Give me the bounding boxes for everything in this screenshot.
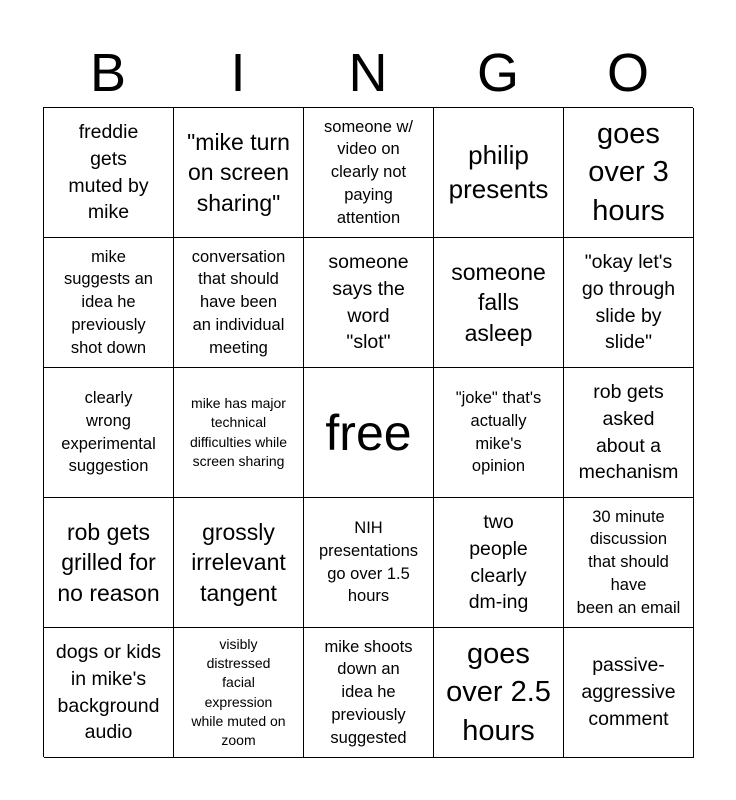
bingo-cell-b5[interactable] bbox=[44, 628, 174, 758]
bingo-cell-g5[interactable] bbox=[434, 628, 564, 758]
cell-text: "okay let's go through slide by slide" bbox=[581, 250, 676, 354]
cell-text: freddie gets muted by mike bbox=[68, 120, 149, 224]
header-letter-n: N bbox=[348, 43, 388, 103]
bingo-cell-b4[interactable] bbox=[44, 498, 174, 628]
cell-text: mike suggests an idea he previously shot down bbox=[64, 247, 153, 357]
cell-text: goes over 2.5 hours bbox=[446, 638, 551, 747]
cell-text: someone says the word "slot" bbox=[328, 250, 409, 354]
cell-text: "joke" that's actually mike's opinion bbox=[455, 388, 542, 476]
cell-text: goes over 3 hours bbox=[588, 118, 669, 227]
bingo-cell-i1[interactable] bbox=[174, 108, 304, 238]
bingo-cell-free[interactable] bbox=[304, 368, 434, 498]
bingo-cell-g3[interactable] bbox=[434, 368, 564, 498]
free-space-text: free bbox=[325, 404, 412, 461]
cell-text: philip presents bbox=[448, 139, 549, 204]
bingo-cell-b3[interactable] bbox=[44, 368, 174, 498]
cell-text: mike has major technical difficulties while screen sharing bbox=[189, 394, 287, 469]
cell-text: NIH presentations go over 1.5 hours bbox=[318, 518, 419, 606]
bingo-cell-g1[interactable] bbox=[434, 108, 564, 238]
bingo-cell-i5[interactable] bbox=[174, 628, 304, 758]
cell-text: "mike turn on screen sharing" bbox=[187, 128, 290, 216]
cell-text: visibly distressed facial expression while muted on zoom bbox=[191, 635, 286, 749]
bingo-cell-n4[interactable] bbox=[304, 498, 434, 628]
bingo-cell-b1[interactable] bbox=[44, 108, 174, 238]
header-letter-o: O bbox=[606, 43, 649, 103]
header-letter-b: B bbox=[89, 43, 127, 103]
cell-text: conversation that should have been an individual meeting bbox=[191, 247, 286, 357]
bingo-board bbox=[43, 107, 693, 757]
header-letter-g: G bbox=[476, 43, 519, 103]
bingo-cell-i4[interactable] bbox=[174, 498, 304, 628]
bingo-cell-b2[interactable] bbox=[44, 238, 174, 368]
bingo-cell-n1[interactable] bbox=[304, 108, 434, 238]
bingo-cell-o4[interactable] bbox=[564, 498, 694, 628]
bingo-cell-o1[interactable] bbox=[564, 108, 694, 238]
bingo-cell-g4[interactable] bbox=[434, 498, 564, 628]
bingo-cell-n5[interactable] bbox=[304, 628, 434, 758]
bingo-cell-i2[interactable] bbox=[174, 238, 304, 368]
bingo-cell-o5[interactable] bbox=[564, 628, 694, 758]
cell-text: rob gets grilled for no reason bbox=[57, 518, 160, 606]
bingo-header bbox=[43, 40, 693, 106]
cell-text: 30 minute discussion that should have been an email bbox=[576, 507, 681, 617]
cell-text: mike shoots down an idea he previously suggested bbox=[324, 637, 413, 747]
bingo-cell-i3[interactable] bbox=[174, 368, 304, 498]
cell-text: someone w/ video on clearly not paying attention bbox=[324, 117, 413, 227]
bingo-cell-o2[interactable] bbox=[564, 238, 694, 368]
header-letter-i: I bbox=[230, 43, 246, 103]
bingo-cell-n2[interactable] bbox=[304, 238, 434, 368]
cell-text: grossly irrelevant tangent bbox=[191, 518, 286, 606]
cell-text: dogs or kids in mike's background audio bbox=[55, 640, 162, 744]
cell-text: passive- aggressive comment bbox=[581, 654, 676, 730]
bingo-cell-g2[interactable] bbox=[434, 238, 564, 368]
cell-text: someone falls asleep bbox=[451, 258, 546, 346]
cell-text: two people clearly dm-ing bbox=[468, 510, 529, 614]
bingo-cell-o3[interactable] bbox=[564, 368, 694, 498]
cell-text: clearly wrong experimental suggestion bbox=[61, 388, 156, 476]
cell-text: rob gets asked about a mechanism bbox=[578, 380, 679, 484]
